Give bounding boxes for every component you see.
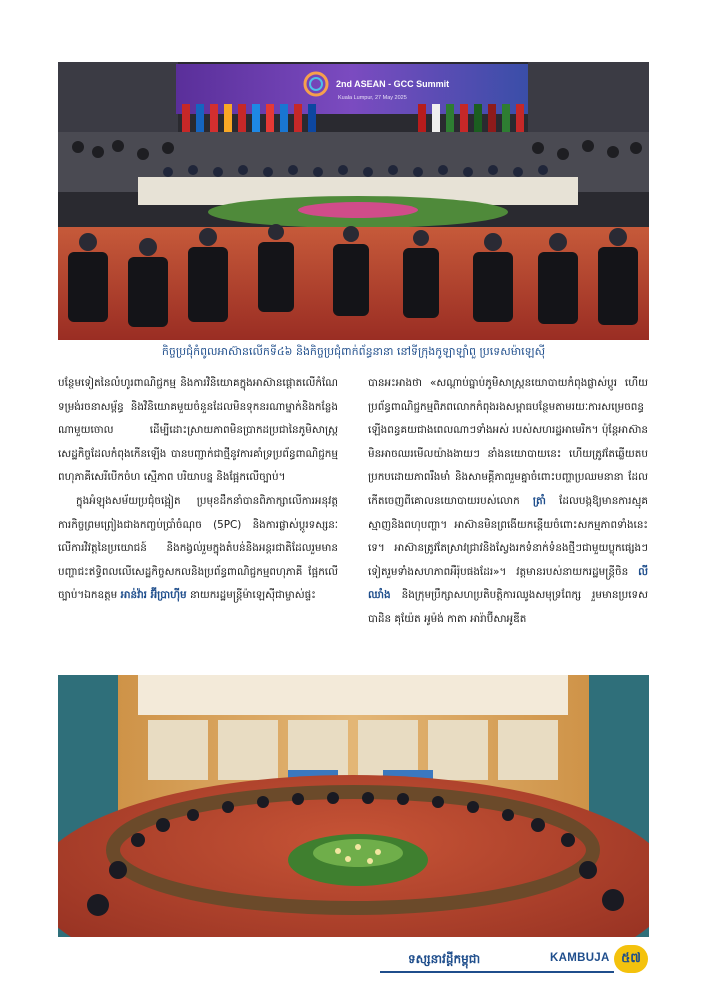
- paragraph-text: ដែលបង្កឱ្យមានការស្មុគស្មាញនិងពហុបញ្ហា។ អាស៊ានមិនព្រងើយកន្តើយចំពោះសកម្មភាពទាំងនេះទេ។ អាស៊ានត្រូវតែស្រាវជ្រាវនិងស្វែងរកទំនាក់ទំនងថ្មីៗជាមួយប្លុកផ្សេងៗទៀតរួមទាំងសហភាពអឺរ៉ុបផងដែរ»។ វត្តមានរបស់នាយករដ្ឋមន្ត្រីចិន: [368, 494, 648, 578]
- person-name-highlight: អាន់វ៉ារ អ៊ីប្រាហ៊ីម: [120, 589, 187, 602]
- magazine-name: ទស្សនាវដ្ដីកម្ពុជា: [408, 952, 481, 966]
- paragraph: [368, 372, 648, 632]
- photo-plenary-hall: [58, 675, 649, 937]
- paragraph: [58, 490, 338, 608]
- paragraph-text: បានអះអាងថា «សណ្ដាប់ធ្នាប់ភូមិសាស្ត្រនយោបាយកំពុងផ្លាស់ប្តូរ ហើយប្រព័ន្ធពាណិជ្ជកម្មពិភពលោកកំពុងរងសម្ពាធបន្ថែមតាមរយៈការសម្រេចពន្ធឡើងពន្ធគយជាងពេលណាៗទាំងអស់ របស់សហរដ្ឋអាមេរិក។ ប៉ុន្តែអាស៊ានមិនអាចឈរមើលយ៉ាងងាយៗ នាំងនយោបាយនេះ ហើយត្រូវតែឆ្លើយតបប្រកបដោយភាពរឹងមាំ និងសាមគ្គីភាពរួមគ្នាចំពោះបញ្ហាប្រឈមនានា ដែលកើតចេញពីគោលនយោបាយរបស់លោក: [368, 377, 648, 507]
- photo-asean-gcc-summit: [58, 62, 649, 340]
- banner-subtitle: Kuala Lumpur, 27 May 2025: [338, 95, 407, 101]
- brand-name: KAMBUJA: [550, 952, 610, 964]
- banner-title: 2nd ASEAN - GCC Summit: [336, 79, 450, 89]
- paragraph: បន្ថែមទៀតនៃលំហូរពាណិជ្ជកម្ម និងការវិនិយោគក្នុងអាស៊ានផ្ដោតលើកំណែទម្រង់រចនាសម្ព័ន្ធ និងវិនិយោគមួយចំនួនដែលមិនទុកនរណាម្នាក់និងកន្លែងណាមួយចោល ដើម្បីដោះស្រាយភាពមិនប្រាកដប្រជានៃភូមិសាស្ត្រសេដ្ឋកិច្ចដែលកំពុងកើនឡើង បានបញ្ជាក់ជាថ្មីនូវការគាំទ្រប្រព័ន្ធពាណិជ្ជកម្មពហុភាគីសេរីបើកចំហ ស្មើភាព បរិយាបន្ន និងផ្អែកលើច្បាប់។: [58, 377, 338, 484]
- footer-rule: [380, 971, 614, 973]
- article-column-left: [58, 372, 338, 668]
- photo-caption: កិច្ចប្រជុំកំពូលអាស៊ានលើកទី៤៦ និងកិច្ចប្រជុំពាក់ព័ន្ធនានា នៅទីក្រុងកូឡាឡាំពួ ប្រទេសម៉ាឡេស៊ី: [161, 345, 546, 358]
- page-footer: [380, 945, 650, 975]
- person-name-highlight: លី ឈាំង: [368, 565, 648, 602]
- paragraph-text: និងក្រុមប្រឹក្សាសហប្រតិបត្តិការឈូងសមុទ្រពែក្ស រួមមានប្រទេសបាដិន គុយ៉ែត អូម៉ង់ កាតា អារ៉ាប៊ីសាអូឌីត: [368, 589, 648, 625]
- page-number: ៥៧: [614, 945, 648, 973]
- article-column-right: [368, 372, 648, 668]
- paragraph-text: ក្នុងអំឡុងសម័យប្រជុំចង្អៀត ប្រមុខដឹកនាំបានពិភាក្សាលើការអនុវត្តការកិច្ចព្រមព្រៀងជាងកញ្ចប់ប្រាំចំណុច (5PC) និងការផ្លាស់ប្តូរទស្សនៈលើការវិវត្តនៃប្រយោជន៍ និងកង្វល់រួមក្នុងតំបន់និងអន្តរជាតិដែលរួមមានបញ្ហាជះឥទ្ធិពលលើសេដ្ឋកិច្ចសកលនិងប្រព័ន្ធពាណិជ្ជកម្មពហុភាគី ផ្អែកលើច្បាប់។ឯកឧត្ដម: [58, 494, 338, 602]
- paragraph-text: នាយករដ្ឋមន្ត្រីម៉ាឡេស៊ីជាម្ចាស់ផ្ទះ: [186, 589, 316, 602]
- person-name-highlight: ត្រាំ: [532, 494, 546, 507]
